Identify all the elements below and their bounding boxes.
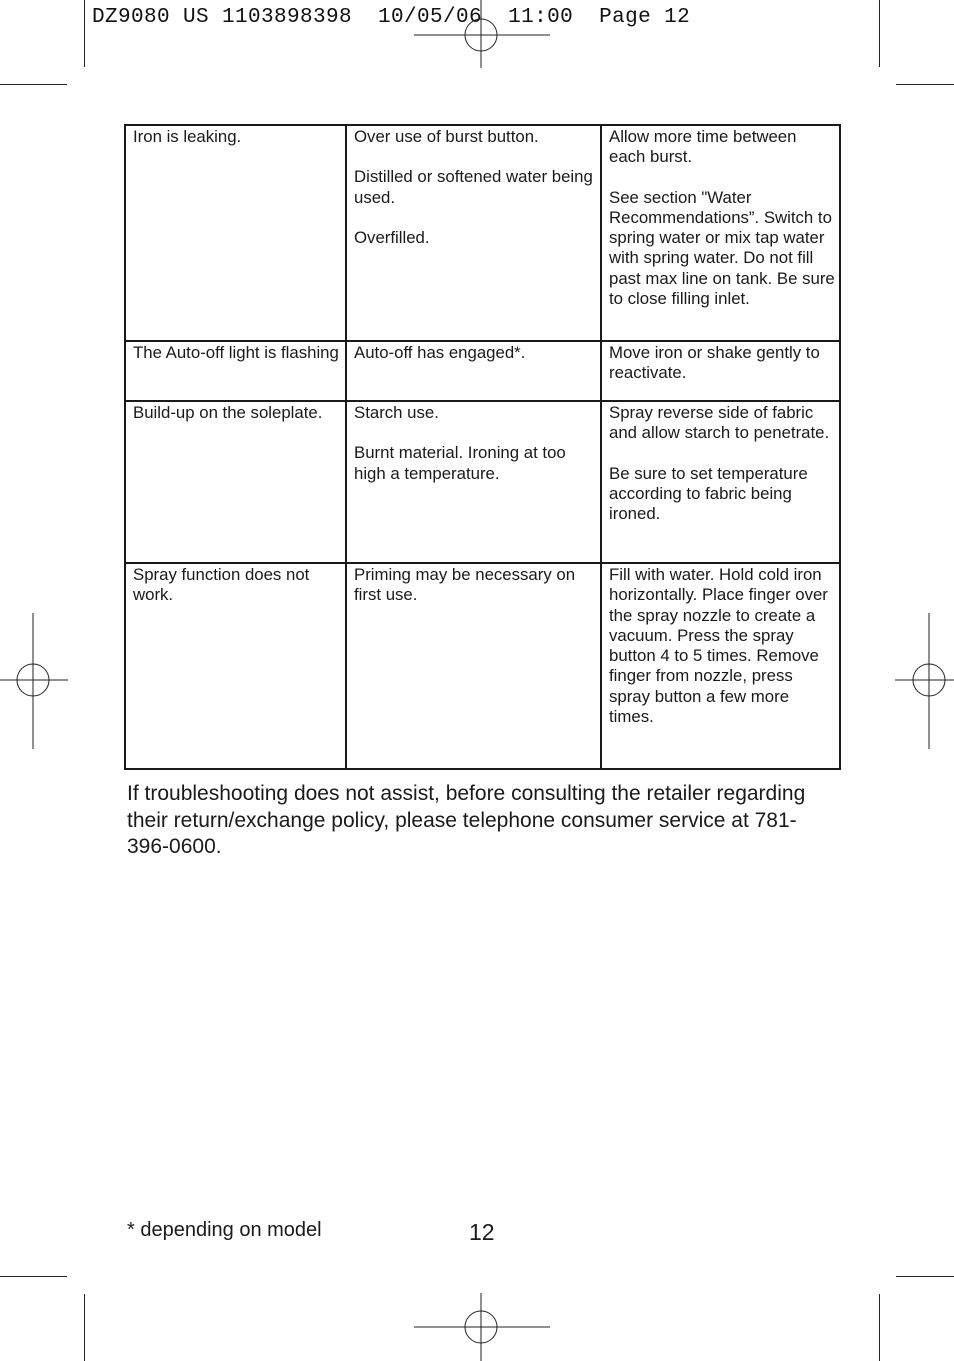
cause-text: Starch use. [354,403,439,422]
solution-text: Spray reverse side of fabric and allow starch to penetrate. [609,403,830,443]
troubleshooting-table [124,124,841,770]
solution-text: See section "Water Recommendations”. Switch to spring water or mix tap water with spring water. Do not fill past max line on tank. Be sure to close filling inlet. [609,187,835,309]
registration-mark-right [895,613,954,749]
cause-text: Auto-off has engaged*. [354,343,526,362]
cause-text: Burnt material. Ironing at too high a temperature. [354,443,566,483]
cause-cell [346,563,601,769]
table-row [125,563,840,769]
crop-mark-bottom-right-horizontal [896,1276,954,1277]
problem-cell [125,563,346,769]
print-slug: DZ9080 US 1103898398 10/05/06 11:00 Page 12 [92,6,691,29]
problem-text: Iron is leaking. [133,127,242,146]
cause-text: Overfilled. [354,227,430,247]
support-note: If troubleshooting does not assist, before consulting the retailer regarding their return/exchange policy, please telephone consumer service at 781-396-0600. [127,782,806,858]
solution-cell [601,341,840,401]
crop-mark-bottom-left-horizontal [0,1276,67,1277]
crop-mark-top-left-vertical [84,0,85,67]
crop-mark-top-right-horizontal [896,84,954,85]
problem-cell [125,125,346,341]
problem-text: Spray function does not work. [133,565,310,605]
solution-cell [601,563,840,769]
table-row [125,125,840,341]
solution-text: Be sure to set temperature according to fabric being ironed. [609,463,808,524]
solution-cell [601,125,840,341]
page-number: 12 [469,1219,495,1245]
solution-text: Allow more time between each burst. [609,127,797,167]
problem-cell [125,341,346,401]
cause-text: Over use of burst button. [354,127,539,146]
cause-cell [346,401,601,563]
table-row [125,401,840,563]
table-row [125,341,840,401]
solution-text: Move iron or shake gently to reactivate. [609,343,820,383]
cause-cell [346,341,601,401]
registration-mark-bottom [414,1293,550,1361]
problem-text: Build-up on the soleplate. [133,403,323,422]
cause-text: Distilled or softened water being used. [354,167,593,207]
footnote: * depending on model [127,1219,322,1241]
cause-cell [346,125,601,341]
crop-mark-top-right-vertical [879,0,880,67]
registration-mark-top [414,0,550,70]
registration-mark-left [0,613,68,749]
crop-mark-bottom-left-vertical [84,1294,85,1361]
problem-cell [125,401,346,563]
solution-text: Fill with water. Hold cold iron horizontally. Place finger over the spray nozzle to create a vacuum. Press the spray button 4 to 5 times. Remove finger from nozzle, press spray button a few more times. [609,565,828,727]
crop-mark-bottom-right-vertical [879,1294,880,1361]
solution-cell [601,401,840,563]
problem-text: The Auto-off light is flashing [133,343,339,362]
cause-text: Priming may be necessary on first use. [354,565,576,605]
crop-mark-top-left-horizontal [0,84,67,85]
